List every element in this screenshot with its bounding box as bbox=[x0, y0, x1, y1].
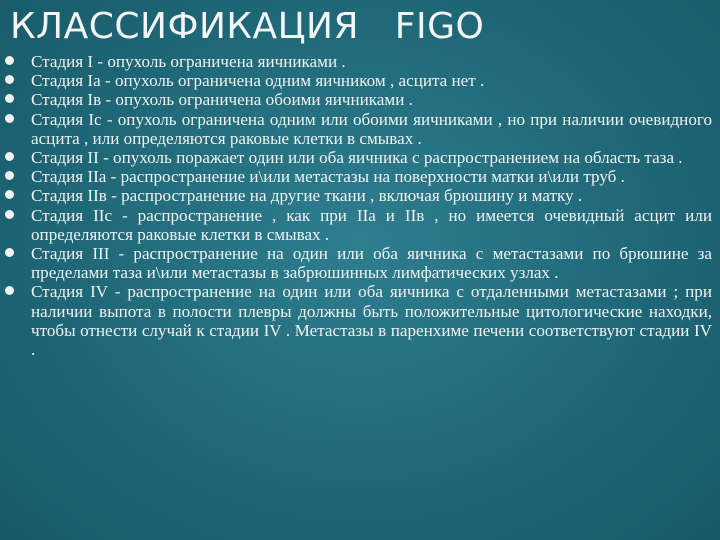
list-item-text: Стадия Iв - опухоль ограничена обоими яичниками . bbox=[31, 90, 413, 110]
list-item-text: Стадия III - распространение на один или оба яичника с метастазами по брюшине за пределами таза и\или метастазы в забрюшинных лимфатических узлах . bbox=[31, 244, 712, 283]
list-item-stage-i bbox=[0, 52, 712, 71]
bullet-icon bbox=[5, 286, 14, 295]
slide-title: КЛАССИФИКАЦИЯ FIGO bbox=[10, 6, 485, 47]
list-item-stage-iv bbox=[0, 282, 712, 359]
list-item-stage-iib bbox=[0, 186, 712, 205]
list-item-text: Стадия IIa - распространение и\или метастазы на поверхности матки и\или труб . bbox=[31, 167, 625, 187]
list-item-text: Стадия II - опухоль поражает один или оба яичника с распространением на область таза . bbox=[31, 148, 683, 168]
list-item-text: Стадия IIв - распространение на другие ткани , включая брюшину и матку . bbox=[31, 186, 583, 206]
list-item-text: Стадия IV - распространение на один или оба яичника с отдаленными метастазами ; при наличии выпота в полости плевры должны быть положительные цитологические находки, чтобы отнести случай к стадии IV . Метастазы в паренхиме печени соответствуют стадии IV . bbox=[31, 282, 712, 360]
bullet-icon bbox=[5, 56, 14, 65]
list-item-stage-ii bbox=[0, 148, 712, 167]
stage-list bbox=[0, 52, 712, 359]
list-item-stage-ib bbox=[0, 90, 712, 109]
list-item-text: Стадия I - опухоль ограничена яичниками . bbox=[31, 52, 346, 71]
list-item-text: Стадия Ia - опухоль ограничена одним яичником , асцита нет . bbox=[31, 71, 485, 91]
bullet-icon bbox=[5, 190, 14, 199]
bullet-icon bbox=[5, 94, 14, 103]
list-item-text: Стадия IIc - распространение , как при IIa и IIв , но имеется очевидный асцит или определяются раковые клетки в смывах . bbox=[31, 205, 712, 244]
bullet-icon bbox=[5, 152, 14, 161]
list-item-stage-ic bbox=[0, 110, 712, 148]
bullet-icon bbox=[5, 171, 14, 180]
list-item-stage-iic bbox=[0, 206, 712, 244]
list-item-stage-iii bbox=[0, 244, 712, 282]
bullet-icon bbox=[5, 114, 14, 123]
bullet-icon bbox=[5, 210, 14, 219]
list-item-stage-ia bbox=[0, 71, 712, 90]
list-item-stage-iia bbox=[0, 167, 712, 186]
list-item-text: Стадия Ic - опухоль ограничена одним или обоими яичниками , но при наличии очевидного асцита , или определяются раковые клетки в смывах . bbox=[31, 109, 712, 148]
bullet-icon bbox=[5, 248, 14, 257]
bullet-icon bbox=[5, 75, 14, 84]
